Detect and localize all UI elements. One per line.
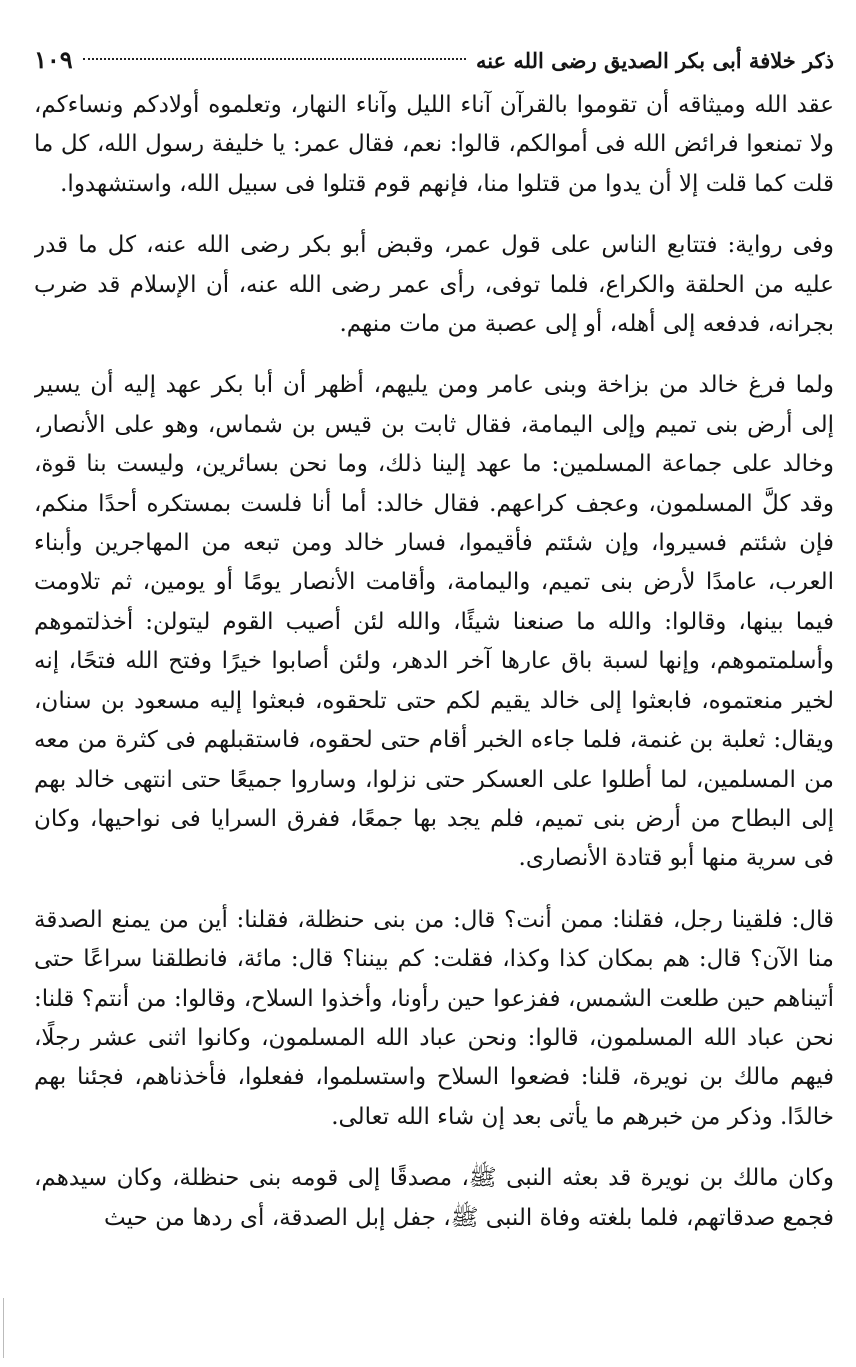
paragraph-2: وفى رواية: فتتابع الناس على قول عمر، وقبض أبو بكر رضى الله عنه، كل ما قدر عليه من الحلقة والكراع، فلما توفى، رأى عمر رضى الله عنه، أن الإسلام قد ضرب بجرانه، فدفعه إلى أهله، أو إلى عصبة من مات منهم. — [34, 232, 834, 338]
header-leader-dots — [83, 56, 466, 60]
chapter-title: ذكر خلافة أبى بكر الصديق رضى الله عنه — [475, 48, 834, 73]
book-page — [34, 40, 834, 1360]
paragraph-5: وكان مالك بن نويرة قد بعثه النبى ﷺ، مصدقًا إلى قومه بنى حنظلة، وكان سيدهم، فجمع صدقاتهم، فلما بلغته وفاة النبى ﷺ، جفل إبل الصدقة، أى ردها من حيث — [34, 1165, 834, 1231]
scan-edge-line — [3, 1298, 4, 1358]
paragraph-1: عقد الله وميثاقه أن تقوموا بالقرآن آناء الليل وآناء النهار، وتعلموه أولادكم ونساءكم، ولا تمنعوا فرائض الله فى أموالكم، قالوا: نعم، فقال عمر: يا خليفة رسول الله، كل ما قلت كما قلت إلا أن يدوا من قتلوا منا، فإنهم قوم قتلوا فى سبيل الله، واستشهدوا. — [34, 92, 834, 197]
paragraph-4: قال: فلقينا رجل، فقلنا: ممن أنت؟ قال: من بنى حنظلة، فقلنا: أين من يمنع الصدقة منا الآن؟ قال: هم بمكان كذا وكذا، فقلت: كم بيننا؟ قال: مائة، فانطلقنا سراعًا حتى أتيناهم حين طلعت الشمس، ففزعوا حين رأونا، وأخذوا السلاح، وقالوا: من أنتم؟ قلنا: نحن عباد الله المسلمون، قالوا: ونحن عباد الله المسلمون، وكانوا اثنى عشر رجلًا، فيهم مالك بن نويرة، قلنا: فضعوا السلاح واستسلموا، ففعلوا، فأخذناهم، فجئنا بهم خالدًا. وذكر من خبرهم ما يأتى بعد إن شاء الله تعالى. — [34, 906, 834, 1130]
running-header — [34, 40, 834, 86]
paragraph-3: ولما فرغ خالد من بزاخة وبنى عامر ومن يليهم، أظهر أن أبا بكر عهد إليه أن يسير إلى أرض بنى تميم وإلى اليمامة، فقال ثابت بن قيس بن شماس، وهو على الأنصار، وخالد على جماعة المسلمين: ما عهد إلينا ذلك، وما نحن بسائرين، وليست بنا قوة، وقد كلَّ المسلمون، وعجف كراعهم. فقال خالد: أما أنا فلست بمستكره أحدًا منكم، فإن شئتم فسيروا، وإن شئتم فأقيموا، فسار خالد ومن تبعه من المهاجرين وأبناء العرب، عامدًا لأرض بنى تميم، واليمامة، وأقامت الأنصار يومًا أو يومين، ثم تلاومت فيما بينها، وقالوا: والله ما صنعنا شيئًا، والله لئن أصيب القوم ليتولن: أخذلتموهم وأسلمتموهم، وإنها لسبة باق عارها آخر الدهر، ولئن أصابوا خيرًا وفتح الله فتحًا، إنه لخير منعتموه، فابعثوا إلى خالد يقيم لكم حتى تلحقوه، فبعثوا إليه مسعود بن سنان، ويقال: ثعلبة بن غنمة، فلما جاءه الخبر أقام حتى لحقوه، فاستقبلهم فى كثرة من معه من المسلمين، لما أطلوا على العسكر حتى نزلوا، وساروا جميعًا حتى انتهى خالد بهم إلى البطاح من أرض بنى تميم، فلم يجد بها جمعًا، ففرق السرايا فى نواحيها، وكان فى سرية منها أبو قتادة الأنصارى. — [34, 372, 834, 872]
page-number: ١٠٩ — [34, 45, 73, 74]
